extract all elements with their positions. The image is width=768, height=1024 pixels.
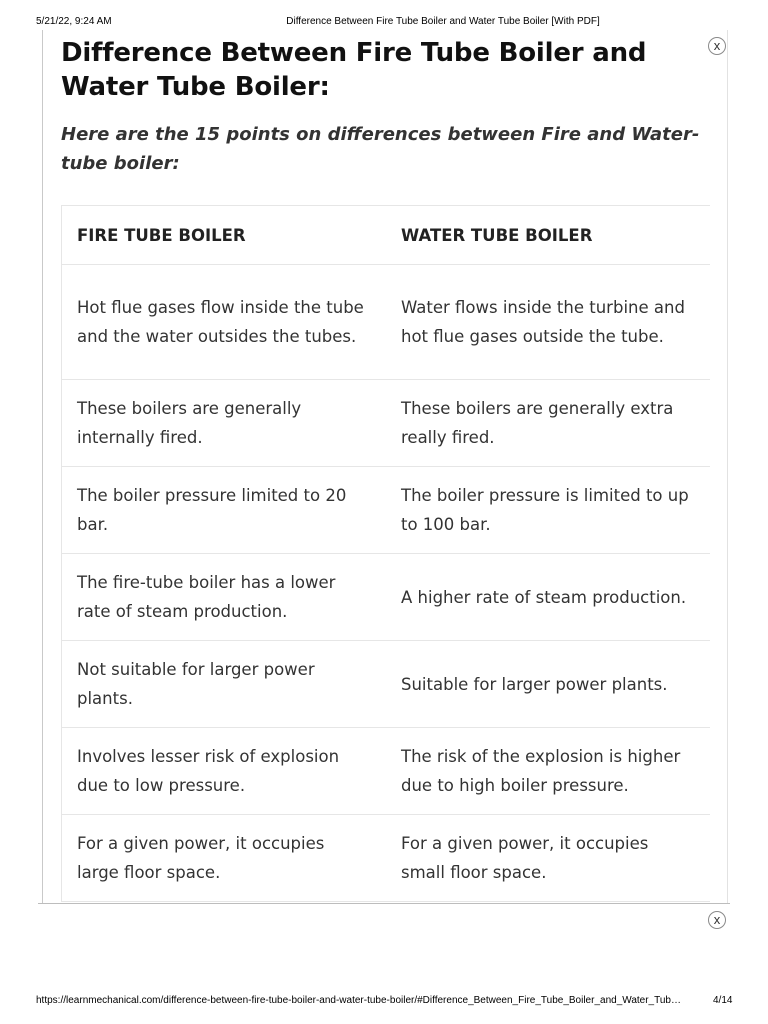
column-header-fire-tube: FIRE TUBE BOILER (77, 225, 246, 245)
fire-tube-cell: For a given power, it occupies large floor space. (77, 834, 325, 882)
content-frame-left-border (42, 30, 43, 904)
water-tube-cell: A higher rate of steam production. (401, 587, 687, 607)
table-row (62, 815, 710, 902)
table-row (62, 641, 710, 728)
water-tube-cell: Suitable for larger power plants. (401, 674, 668, 694)
print-page-title: Difference Between Fire Tube Boiler and Water Tube Boiler [With PDF] (286, 16, 600, 27)
print-footer (0, 995, 768, 1009)
fire-tube-cell: Not suitable for larger power plants. (77, 660, 315, 708)
table-row (62, 265, 710, 380)
close-icon[interactable]: x (708, 911, 726, 929)
water-tube-cell: The risk of the explosion is higher due to high boiler pressure. (401, 747, 681, 795)
water-tube-cell: Water flows inside the turbine and hot flue gases outside the tube. (401, 298, 685, 346)
print-date: 5/21/22, 9:24 AM (36, 16, 112, 27)
article-subtitle: Here are the 15 points on differences between Fire and Water-tube boiler: (61, 124, 700, 174)
fire-tube-cell: The fire-tube boiler has a lower rate of steam production. (77, 573, 336, 621)
table-row (62, 554, 710, 641)
table-header-row (62, 206, 710, 265)
water-tube-cell: For a given power, it occupies small floor space. (401, 834, 649, 882)
table-row (62, 728, 710, 815)
article-title: Difference Between Fire Tube Boiler and Water Tube Boiler: (61, 38, 647, 102)
table-row (62, 380, 710, 467)
page-url: https://learnmechanical.com/difference-between-fire-tube-boiler-and-water-tube-boiler/#Difference_Between_Fire_Tube_Boiler_and_Water_Tub… (36, 995, 681, 1006)
page-indicator: 4/14 (713, 995, 733, 1006)
print-header (0, 16, 768, 30)
table-row (62, 467, 710, 554)
fire-tube-cell: These boilers are generally internally fired. (77, 399, 302, 447)
column-header-water-tube: WATER TUBE BOILER (401, 225, 593, 245)
water-tube-cell: These boilers are generally extra really fired. (401, 399, 674, 447)
water-tube-cell: The boiler pressure is limited to up to 100 bar. (401, 486, 689, 534)
content-frame-bottom-border (38, 903, 730, 904)
fire-tube-cell: Hot flue gases flow inside the tube and the water outsides the tubes. (77, 298, 364, 346)
fire-tube-cell: The boiler pressure limited to 20 bar. (77, 486, 347, 534)
close-icon[interactable]: x (708, 37, 726, 55)
content-frame-right-border (727, 30, 728, 904)
fire-tube-cell: Involves lesser risk of explosion due to low pressure. (77, 747, 340, 795)
comparison-table (61, 205, 710, 902)
